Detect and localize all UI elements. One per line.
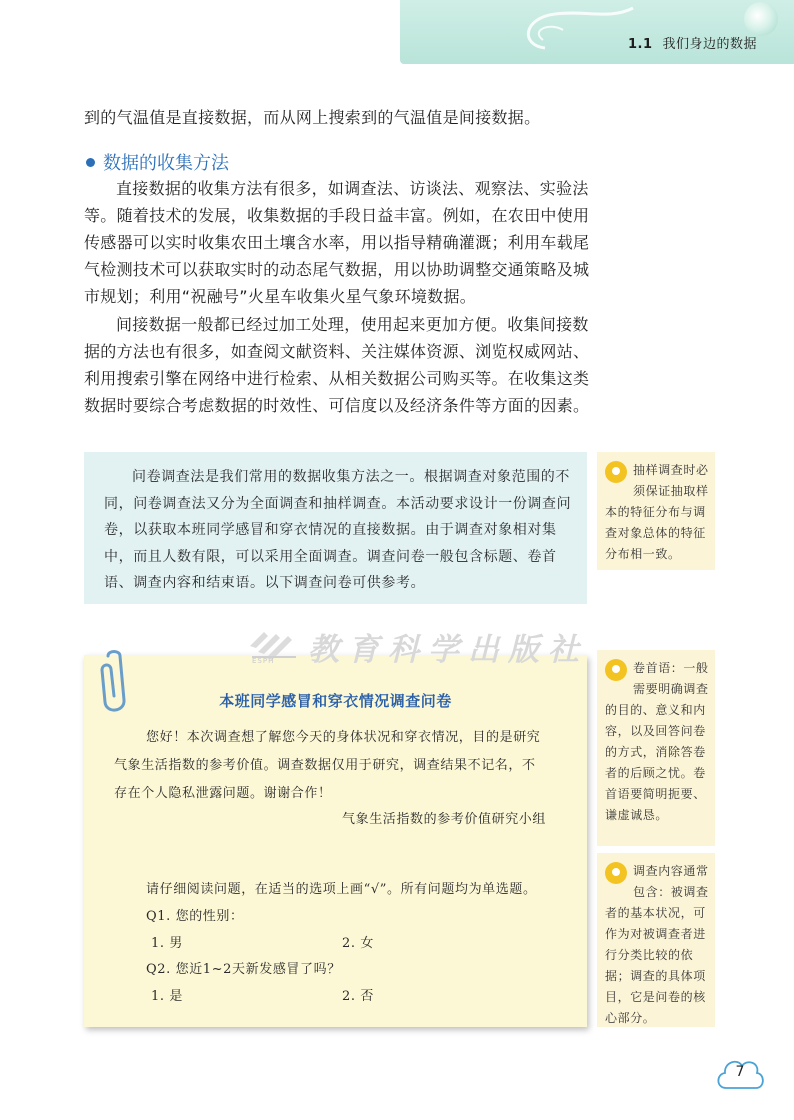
question-2-option-1[interactable]: 1. 是 [151,989,183,1004]
section-heading-text: 数据的收集方法 [103,153,229,174]
header-orb-decoration [744,2,778,36]
activity-text: 问卷调查法是我们常用的数据收集方法之一。根据调查对象范围的不同，问卷调查法又分为全面调查和抽样调查。本活动要求设计一份调查问卷，以获取本班同学感冒和穿衣情况的直接数据。由于调查对象相对集中，而且人数有限，可以采用全面调查。调查问卷一般包含标题、卷首语、调查内容和结束语。以下调查问卷可供参考。 [104,469,572,591]
survey-instruction: 请仔细阅读问题，在适当的选项上画“√”。所有问题均为单选题。 [146,882,537,897]
question-1-option-2[interactable]: 2. 女 [342,936,374,951]
page-number: 7 [735,1064,745,1080]
section-title: 我们身边的数据 [662,37,758,52]
side-note-content [597,853,715,1027]
section-number: 1.1 [628,37,653,52]
section-reference [628,33,757,52]
bullet-dot-icon [86,158,95,167]
publisher-watermark-abbrev: ESPH [252,657,275,665]
side-note-preface [597,650,715,846]
side-note-sampling [597,452,715,570]
side-note-text: 调查内容通常包含：被调查者的基本状况，可作为对被调查者进行分类比较的依据；调查的具体项目，它是问卷的核心部分。 [605,864,709,1025]
paragraph-indirect-data: 间接数据一般都已经过加工处理，使用起来更加方便。收集间接数据的方法也有很多，如查阅文献资料、关注媒体资源、浏览权威网站、利用搜索引擎在网络中进行检索、从相关数据公司购买等。在收集这类数据时要综合考虑数据的时效性、可信度以及经济条件等方面的因素。 [84,315,590,415]
question-1: Q1. 您的性别： [146,909,244,924]
lightbulb-icon [605,862,627,884]
paragraph-direct-data: 直接数据的收集方法有很多，如调查法、访谈法、观察法、实验法等。随着技术的发展，收集数据的手段日益丰富。例如，在农田中使用传感器可以实时收集农田土壤含水率，用以指导精确灌溉；利用车载尾气检测技术可以获取实时的动态尾气数据，用以协助调整交通策略及城市规划；利用“祝融号”火星车收集火星气象环境数据。 [84,179,590,306]
questionnaire-title: 本班同学感冒和穿衣情况调查问卷 [219,692,452,710]
section-heading [86,149,229,175]
question-1-option-1[interactable]: 1. 男 [151,936,183,951]
question-2-option-2[interactable]: 2. 否 [342,989,374,1004]
lightbulb-icon [605,461,627,483]
side-note-text: 抽样调查时必须保证抽取样本的特征分布与调查对象总体的特征分布相一致。 [605,463,709,561]
lightbulb-icon [605,659,627,681]
question-2: Q2. 您近1~2天新发感冒了吗？ [146,962,341,977]
intro-line-3: 存在个人隐私泄露问题。谢谢合作！ [114,786,332,801]
side-note-text: 卷首语：一般需要明确调查的目的、意义和内容，以及回答问卷的方式，消除答卷者的后顾之忧。卷首语要简明扼要、谦虚诚恳。 [605,661,709,822]
activity-box [84,452,587,604]
survey-signature: 气象生活指数的参考价值研究小组 [342,812,547,827]
header-swirl-decoration [515,0,635,64]
intro-line-2: 气象生活指数的参考价值。调查数据仅用于研究，调查结果不记名，不 [114,758,536,773]
intro-line-1: 您好！本次调查想了解您今天的身体状况和穿衣情况，目的是研究 [146,730,541,745]
continuation-paragraph: 到的气温值是直接数据，而从网上搜索到的气温值是间接数据。 [84,108,541,127]
publisher-watermark: 教育科学出版社 [308,632,588,668]
